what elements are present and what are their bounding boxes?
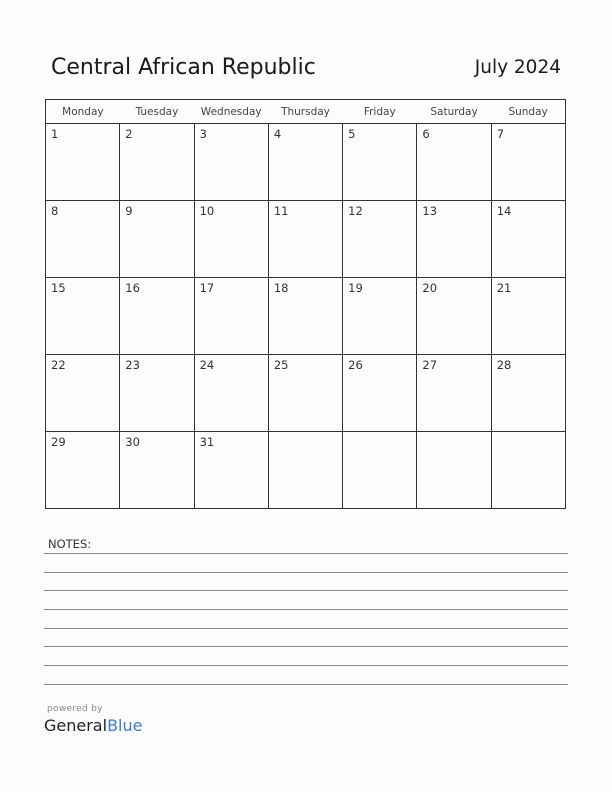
month-label: July 2024 [474,57,561,78]
day-number [269,432,342,435]
weekday-sunday: Sunday [491,100,565,124]
page-title: Central African Republic [51,55,316,80]
day-cell [268,278,342,355]
day-cell [491,201,565,278]
day-number: 12 [348,204,363,218]
day-cell [268,201,342,278]
day-number [417,432,490,435]
week-row [46,201,566,278]
day-cell [343,201,417,278]
day-number [343,432,416,435]
day-cell [491,355,565,432]
weekday-header-row [46,100,566,124]
note-line [44,684,568,685]
day-cell [343,278,417,355]
day-number: 8 [51,204,59,218]
day-number: 14 [496,204,512,218]
day-cell [417,432,491,509]
day-cell [268,124,342,201]
day-cell [194,278,268,355]
day-number: 13 [422,204,438,218]
weekday-friday: Friday [343,100,417,124]
day-number: 1 [51,127,59,141]
day-cell [120,124,194,201]
day-number: 24 [199,358,215,372]
day-number: 19 [348,281,363,295]
note-line [44,646,568,647]
day-number: 3 [199,127,207,141]
day-number: 11 [273,204,289,218]
day-number: 26 [348,358,363,372]
weekday-thursday: Thursday [268,100,342,124]
note-line [44,609,568,610]
day-cell [268,355,342,432]
day-number: 5 [348,127,356,141]
week-row [46,432,566,509]
note-line [44,665,568,666]
calendar-grid [45,99,566,509]
day-number [492,432,565,435]
weekday-wednesday: Wednesday [194,100,268,124]
day-number: 4 [273,127,282,141]
day-number: 9 [125,204,133,218]
weekday-saturday: Saturday [417,100,491,124]
day-number: 22 [51,358,66,372]
brand-blue: Blue [107,716,143,735]
note-line [44,572,568,573]
day-cell [46,278,120,355]
day-cell [46,432,120,509]
note-line [44,628,568,629]
note-line [44,590,568,591]
day-cell [491,278,565,355]
day-number: 31 [199,435,215,449]
day-cell [194,432,268,509]
day-number: 20 [422,281,438,295]
day-cell [343,355,417,432]
day-number: 6 [422,127,430,141]
day-number: 18 [273,281,289,295]
day-cell [120,278,194,355]
day-cell [46,124,120,201]
notes-label: NOTES: [48,537,92,551]
day-cell [491,432,565,509]
day-cell [268,432,342,509]
day-cell [120,355,194,432]
day-cell [194,124,268,201]
day-cell [120,432,194,509]
day-number: 10 [199,204,215,218]
day-cell [417,124,491,201]
day-number: 28 [496,358,512,372]
day-number: 30 [125,435,140,449]
powered-by-text: powered by [47,704,103,714]
day-number: 15 [51,281,66,295]
week-row [46,278,566,355]
day-number: 29 [51,435,66,449]
note-line [44,553,568,554]
brand-logo [44,716,142,735]
day-cell [417,278,491,355]
day-number: 27 [422,358,438,372]
day-number: 25 [273,358,289,372]
day-cell [417,355,491,432]
weekday-tuesday: Tuesday [120,100,194,124]
weekday-monday: Monday [46,100,120,124]
day-number: 21 [496,281,512,295]
day-cell [343,124,417,201]
day-cell [417,201,491,278]
day-cell [491,124,565,201]
day-cell [194,201,268,278]
brand-general: General [44,716,108,735]
day-number: 17 [199,281,215,295]
day-number: 2 [125,127,133,141]
day-cell [343,432,417,509]
day-number: 16 [125,281,140,295]
day-cell [120,201,194,278]
week-row [46,355,566,432]
week-row [46,124,566,201]
day-cell [46,201,120,278]
day-number: 23 [125,358,140,372]
day-cell [46,355,120,432]
day-number: 7 [496,127,505,141]
day-cell [194,355,268,432]
